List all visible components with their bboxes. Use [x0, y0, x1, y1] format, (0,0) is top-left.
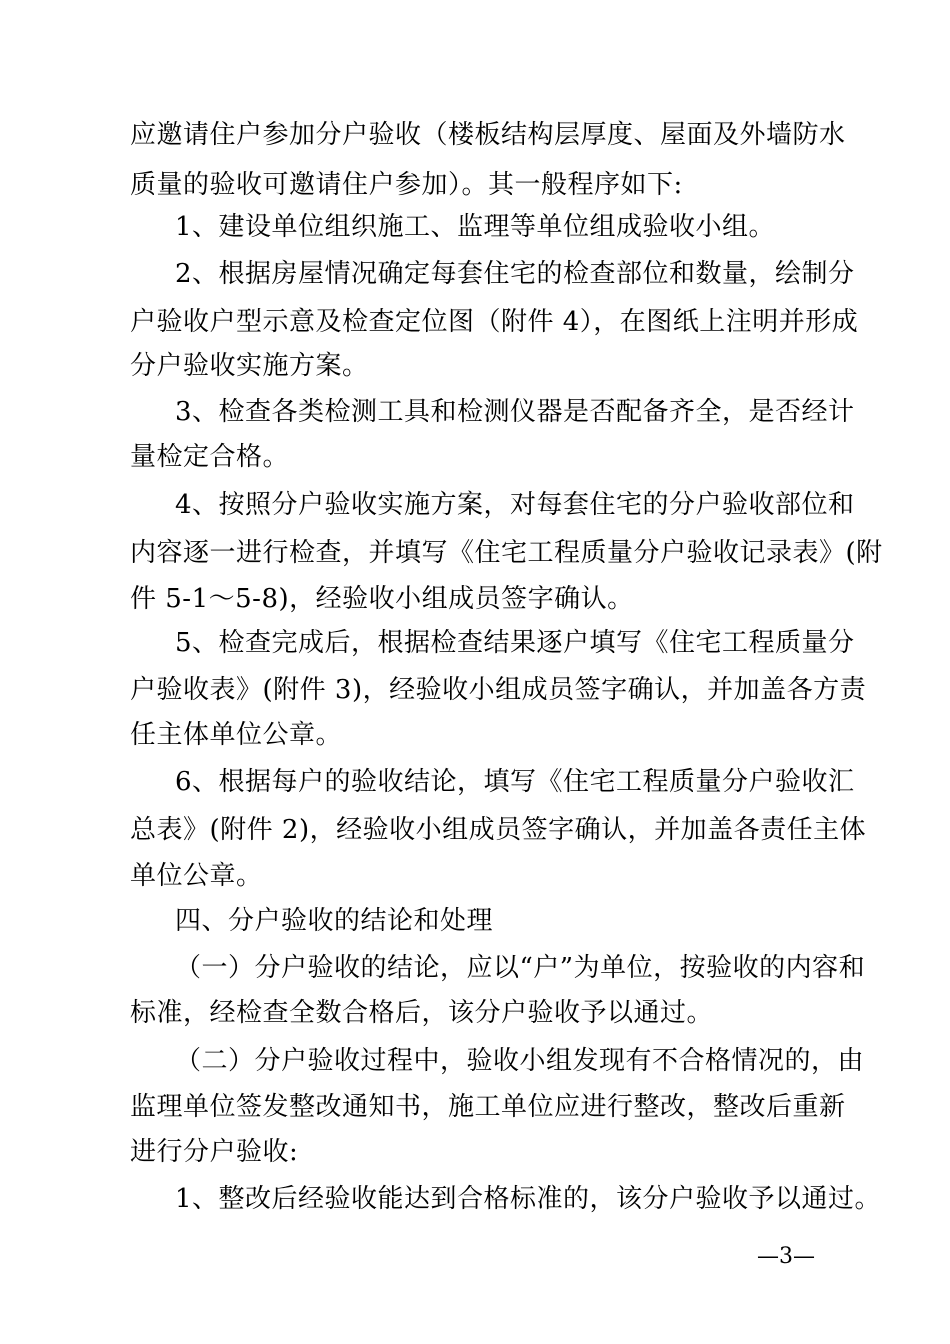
page-number: —3—	[757, 1244, 815, 1269]
text-line: 单位公章。	[130, 861, 263, 891]
text-line: 质量的验收可邀请住户参加）。其一般程序如下:	[130, 170, 683, 200]
section-heading: 四、分户验收的结论和处理	[175, 906, 494, 936]
text-line: 监理单位签发整改通知书，施工单位应进行整改，整改后重新	[130, 1092, 846, 1122]
text-line: 进行分户验收:	[130, 1137, 299, 1167]
text-line: 3、检查各类检测工具和检测仪器是否配备齐全，是否经计	[175, 397, 855, 427]
text-line: 户验收表》(附件 3)，经验收小组成员签字确认，并加盖各方责	[130, 675, 867, 705]
text-line: 任主体单位公章。	[130, 720, 343, 750]
text-line: （二）分户验收过程中，验收小组发现有不合格情况的，由	[175, 1046, 865, 1076]
text-line: 分户验收实施方案。	[130, 351, 369, 381]
text-line: 户验收户型示意及检查定位图（附件 4），在图纸上注明并形成	[130, 307, 859, 337]
text-line: 标准，经检查全数合格后，该分户验收予以通过。	[130, 998, 714, 1028]
text-line: 5、检查完成后，根据检查结果逐户填写《住宅工程质量分	[175, 628, 855, 658]
text-line: 内容逐一进行检查，并填写《住宅工程质量分户验收记录表》(附	[130, 538, 883, 568]
text-line: （一）分户验收的结论，应以“户”为单位，按验收的内容和	[175, 953, 866, 983]
text-line: 件 5-1～5-8)，经验收小组成员签字确认。	[130, 584, 634, 614]
text-line: 4、按照分户验收实施方案，对每套住宅的分户验收部位和	[175, 490, 855, 520]
text-line: 总表》(附件 2)，经验收小组成员签字确认，并加盖各责任主体	[130, 815, 867, 845]
text-line: 6、根据每户的验收结论，填写《住宅工程质量分户验收汇	[175, 767, 855, 797]
text-line: 2、根据房屋情况确定每套住宅的检查部位和数量，绘制分	[175, 259, 855, 289]
text-line: 应邀请住户参加分户验收（楼板结构层厚度、屋面及外墙防水	[130, 120, 846, 150]
text-line: 1、整改后经验收能达到合格标准的，该分户验收予以通过。	[175, 1184, 882, 1214]
text-line: 量检定合格。	[130, 442, 290, 472]
text-line: 1、建设单位组织施工、监理等单位组成验收小组。	[175, 212, 776, 242]
